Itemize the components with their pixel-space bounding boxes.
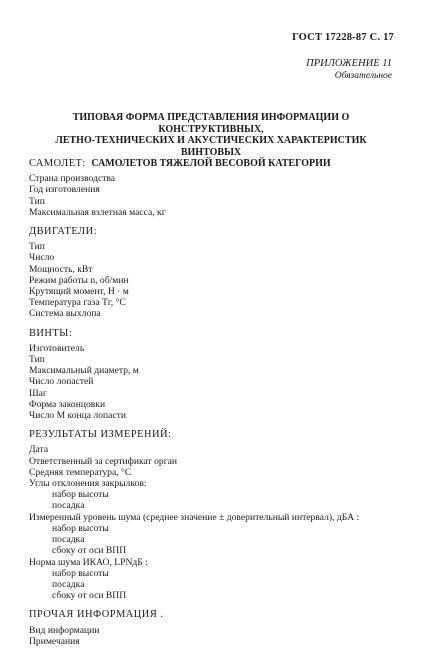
title-line-3: САМОЛЕТОВ ТЯЖЕЛОЙ ВЕСОВОЙ КАТЕГОРИИ [91, 158, 331, 169]
form-field-label: Шаг [29, 387, 47, 399]
form-field-label: Максимальная взлетная масса, кг [29, 206, 166, 218]
form-field-label: Число [29, 252, 55, 264]
form-field-label: Система выхлопа [29, 308, 101, 320]
form-field-label: Мощность, кВт [29, 263, 93, 275]
form-field-label: Вид информации [29, 624, 100, 636]
form-subfield-label: набор высоты [52, 489, 109, 501]
form-field-label: Тип [29, 241, 45, 253]
form-field-label: Тип [29, 195, 45, 207]
form-field-label: Средняя температура, °С [29, 466, 132, 478]
section-heading-engines: ДВИГАТЕЛИ: [29, 226, 97, 238]
form-subfield-label: сбоку от оси ВПП [52, 545, 127, 557]
form-field-label: Форма законцовки [29, 398, 106, 410]
gost-page-header: ГОСТ 17228-87 С. 17 [292, 32, 394, 43]
appendix-label: ПРИЛОЖЕНИЕ 11 [306, 58, 392, 69]
mandatory-label: Обязательное [334, 71, 392, 81]
appendix-block [306, 58, 392, 81]
section-heading-aircraft: САМОЛЕТ: [29, 158, 86, 169]
form-field-label: Дата [29, 444, 49, 456]
form-field-label: Крутящий момент, Н · м [29, 286, 129, 298]
form-subfield-label: сбоку от оси ВПП [52, 590, 127, 602]
form-content [29, 158, 399, 647]
form-field-label: Ответственный за сертификат орган [29, 455, 178, 467]
title-line-2: ЛЕТНО-ТЕХНИЧЕСКИХ И АКУСТИЧЕСКИХ ХАРАКТЕРИСТИК ВИНТОВЫХ [55, 135, 367, 158]
title-line-1: ТИПОВАЯ ФОРМА ПРЕДСТАВЛЕНИЯ ИНФОРМАЦИИ О КОНСТРУКТИВНЫХ, [72, 112, 350, 135]
section-heading-results: РЕЗУЛЬТАТЫ ИЗМЕРЕНИЙ: [29, 429, 172, 441]
form-field-label: Тип [29, 354, 45, 366]
form-field-label: Норма шума ИКАО, LPNдБ : [29, 556, 148, 568]
form-field-label: Год изготовления [29, 184, 100, 196]
section-heading-propellers: ВИНТЫ: [29, 327, 73, 339]
form-subfield-label: набор высоты [52, 567, 109, 579]
section-heading-other-info: ПРОЧАЯ ИНФОРМАЦИЯ . [29, 609, 164, 621]
form-field-label: Режим работы n, об/мин [29, 274, 129, 286]
form-subfield-label: посадка [52, 534, 85, 546]
form-subfield-label: посадка [52, 578, 85, 590]
form-field-label: Число M конца лопасти [29, 410, 126, 422]
form-subfield-label: посадка [52, 500, 85, 512]
form-field-label: Число лопастей [29, 376, 94, 388]
form-field-label: Измеренный уровень шума (среднее значение ± доверительный интервал), дБА : [29, 511, 360, 523]
form-subfield-label: набор высоты [52, 522, 109, 534]
form-field-label: Примечания [29, 635, 80, 647]
form-field-label: Страна производства [29, 173, 116, 185]
form-field-label: Изготовитель [29, 342, 85, 354]
form-field-label: Углы отклонения закрылков: [29, 478, 147, 490]
form-field-label: Максимальный диаметр, м [29, 365, 139, 377]
form-field-label: Температура газа Tг, °С [29, 297, 126, 309]
